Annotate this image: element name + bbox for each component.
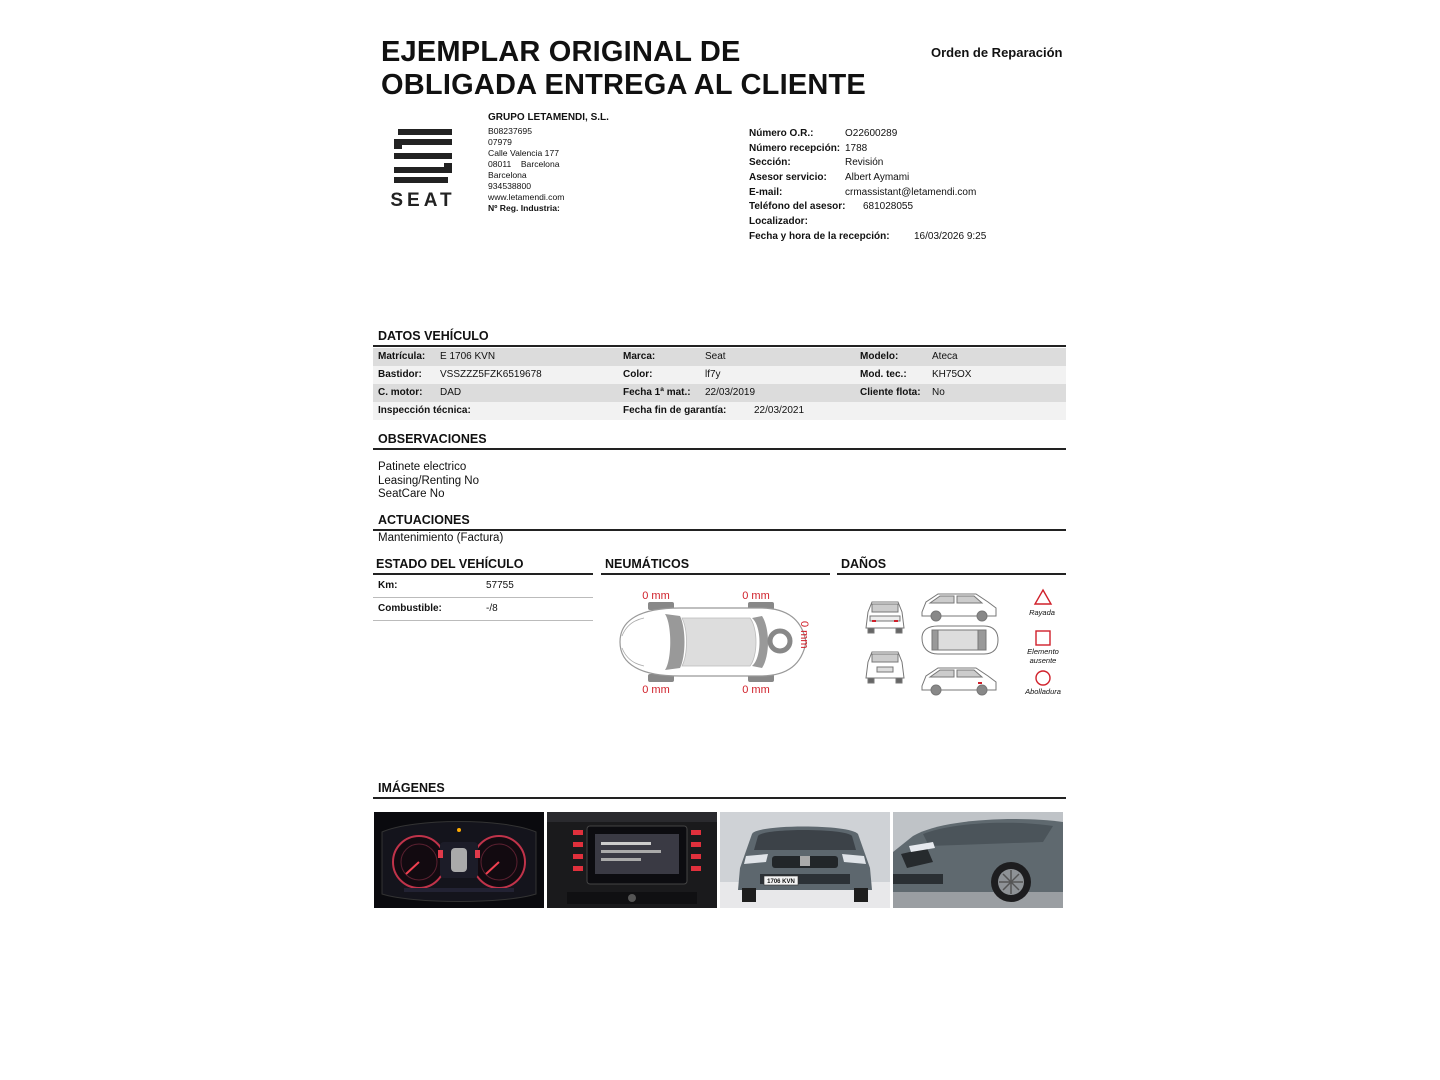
order-recepcion-label: Número recepción: [749,142,841,154]
car-views-icon [858,586,1008,698]
company-info [488,112,609,214]
tyre-front-left-value: 0 mm [642,590,670,602]
company-postal: 08011 [488,159,512,169]
combustible-label: Combustible: [378,603,442,614]
observacion-line: SeatCare No [378,488,445,500]
tyre-diagram [610,584,820,699]
photo-car-front[interactable] [720,812,890,908]
fecha1-value: 22/03/2019 [705,387,756,398]
vehiculo-row-2 [373,366,1066,384]
observaciones-text [378,461,479,502]
neumaticos-section-header [601,557,830,575]
order-row-fecha [749,230,986,245]
combustible-value: -/8 [486,603,498,614]
tyre-spare-value: 0 mm [798,621,810,649]
damage-diagram [858,586,1008,698]
estado-heading: ESTADO DEL VEHÍCULO [373,557,593,575]
triangle-rayada-icon [1033,588,1053,606]
fecha1-label: Fecha 1ª mat.: [623,387,691,398]
matricula-value: E 1706 KVN [440,351,496,362]
instrument-cluster-image [374,812,544,908]
vehiculo-row-4 [373,402,1066,420]
seat-logo-text: SEAT [390,190,456,210]
company-cif: B08237695 [488,126,532,136]
vehiculo-row-1 [373,348,1066,366]
garantia-value: 22/03/2021 [754,405,805,416]
garantia-label: Fecha fin de garantía: [623,405,727,416]
tyre-rear-left-value: 0 mm [642,684,670,696]
company-street: Calle Valencia 177 [488,148,560,158]
legend-elemento-line1: Elemento [1027,647,1059,656]
photo-infotainment[interactable] [547,812,717,908]
tyre-front-right-value: 0 mm [742,590,770,602]
observacion-line: Leasing/Renting No [378,474,480,487]
legend-elemento-line2: ausente [1029,656,1057,665]
motor-value: DAD [440,387,462,398]
observacion-line: Patinete electrico [378,461,467,473]
neumaticos-heading: NEUMÁTICOS [601,557,830,575]
vehiculo-heading: DATOS VEHÍCULO [373,329,1066,347]
modtec-value: KH75OX [932,369,972,380]
order-row-email [749,186,986,201]
vehiculo-row-3 [373,384,1066,402]
company-province: Barcelona [488,170,527,180]
actuaciones-text: Mantenimiento (Factura) [378,532,504,544]
flota-label: Cliente flota: [860,387,921,398]
order-numero-label: Número O.R.: [749,128,814,139]
document-type: Orden de Reparación [931,45,1063,60]
order-email-value: crmassistant@letamendi.com [845,186,977,198]
imagenes-section-header [373,781,1066,799]
matricula-label: Matrícula: [378,351,426,362]
marca-value: Seat [705,351,726,362]
km-value: 57755 [486,580,514,591]
vehiculo-table [373,348,1066,420]
order-localizador-label: Localizador: [749,216,808,228]
order-row-asesor [749,171,986,186]
order-recepcion-value: 1788 [845,142,868,154]
photo-instrument-cluster[interactable] [374,812,544,908]
order-email-label: E-mail: [749,186,783,198]
actuaciones-section-header [373,513,1066,531]
company-web: www.letamendi.com [488,192,565,202]
document-title [381,36,866,102]
square-elemento-ausente-icon [1034,629,1052,647]
order-row-recepcion [749,142,986,157]
company-name: GRUPO LETAMENDI, S.L. [488,112,609,123]
photo-car-side[interactable] [893,812,1063,908]
order-telefono-value: 681028055 [863,201,914,213]
title-line-2: OBLIGADA ENTREGA AL CLIENTE [381,69,866,101]
order-row-seccion [749,156,986,171]
imagenes-heading: IMÁGENES [373,781,1066,799]
motor-label: C. motor: [378,387,423,398]
order-numero-value: O22600289 [845,128,898,139]
order-seccion-label: Sección: [749,157,791,169]
order-telefono-label: Teléfono del asesor: [749,201,846,213]
danos-heading: DAÑOS [837,557,1066,575]
company-reg-label: Nº Reg. Industria: [488,203,560,213]
legend-rayada: Rayada [1029,608,1055,617]
modelo-value: Ateca [932,351,958,362]
modtec-label: Mod. tec.: [860,369,907,380]
order-fecha-label: Fecha y hora de la recepción: [749,230,890,242]
plate-text: 1706 KVN [767,879,795,885]
color-label: Color: [623,369,653,380]
estado-section [373,557,593,621]
seat-logo [372,126,474,210]
vehiculo-section-header [373,329,1066,347]
circle-abolladura-icon [1034,669,1052,687]
bastidor-label: Bastidor: [378,369,422,380]
inspeccion-label: Inspección técnica: [378,405,471,416]
car-front-image [720,812,890,908]
order-info [749,127,986,245]
spare-tyre-icon [770,631,790,651]
seat-s-icon [372,126,474,210]
damage-legend [1018,588,1068,700]
order-row-telefono [749,200,986,215]
bastidor-value: VSSZZZ5FZK6519678 [440,369,542,380]
danos-section-header [837,557,1066,575]
order-asesor-value: Albert Aymami [845,172,910,184]
order-fecha-value: 16/03/2026 9:25 [914,230,987,242]
company-city: Barcelona [520,159,560,169]
company-phone: 934538800 [488,181,532,191]
car-top-view-icon [610,584,820,699]
car-side-image [893,812,1063,908]
order-asesor-label: Asesor servicio: [749,172,827,184]
flota-value: No [932,387,945,398]
observaciones-heading: OBSERVACIONES [373,432,1066,450]
color-value: lf7y [705,369,721,380]
company-postal-city [488,159,609,170]
infotainment-image [547,812,717,908]
legend-abolladura: Abolladura [1025,687,1061,696]
estado-row-combustible [373,598,593,621]
marca-label: Marca: [623,351,656,362]
order-row-numero [749,127,986,142]
estado-row-km [373,575,593,598]
legend-elemento-ausente [1018,647,1068,665]
km-label: Km: [378,580,398,591]
company-code: 07979 [488,137,512,147]
modelo-label: Modelo: [860,351,899,362]
title-line-1: EJEMPLAR ORIGINAL DE [381,36,741,68]
tyre-rear-right-value: 0 mm [742,684,770,696]
actuaciones-heading: ACTUACIONES [373,513,1066,531]
order-seccion-value: Revisión [845,157,884,169]
order-row-localizador [749,215,986,230]
observaciones-section-header [373,432,1066,450]
